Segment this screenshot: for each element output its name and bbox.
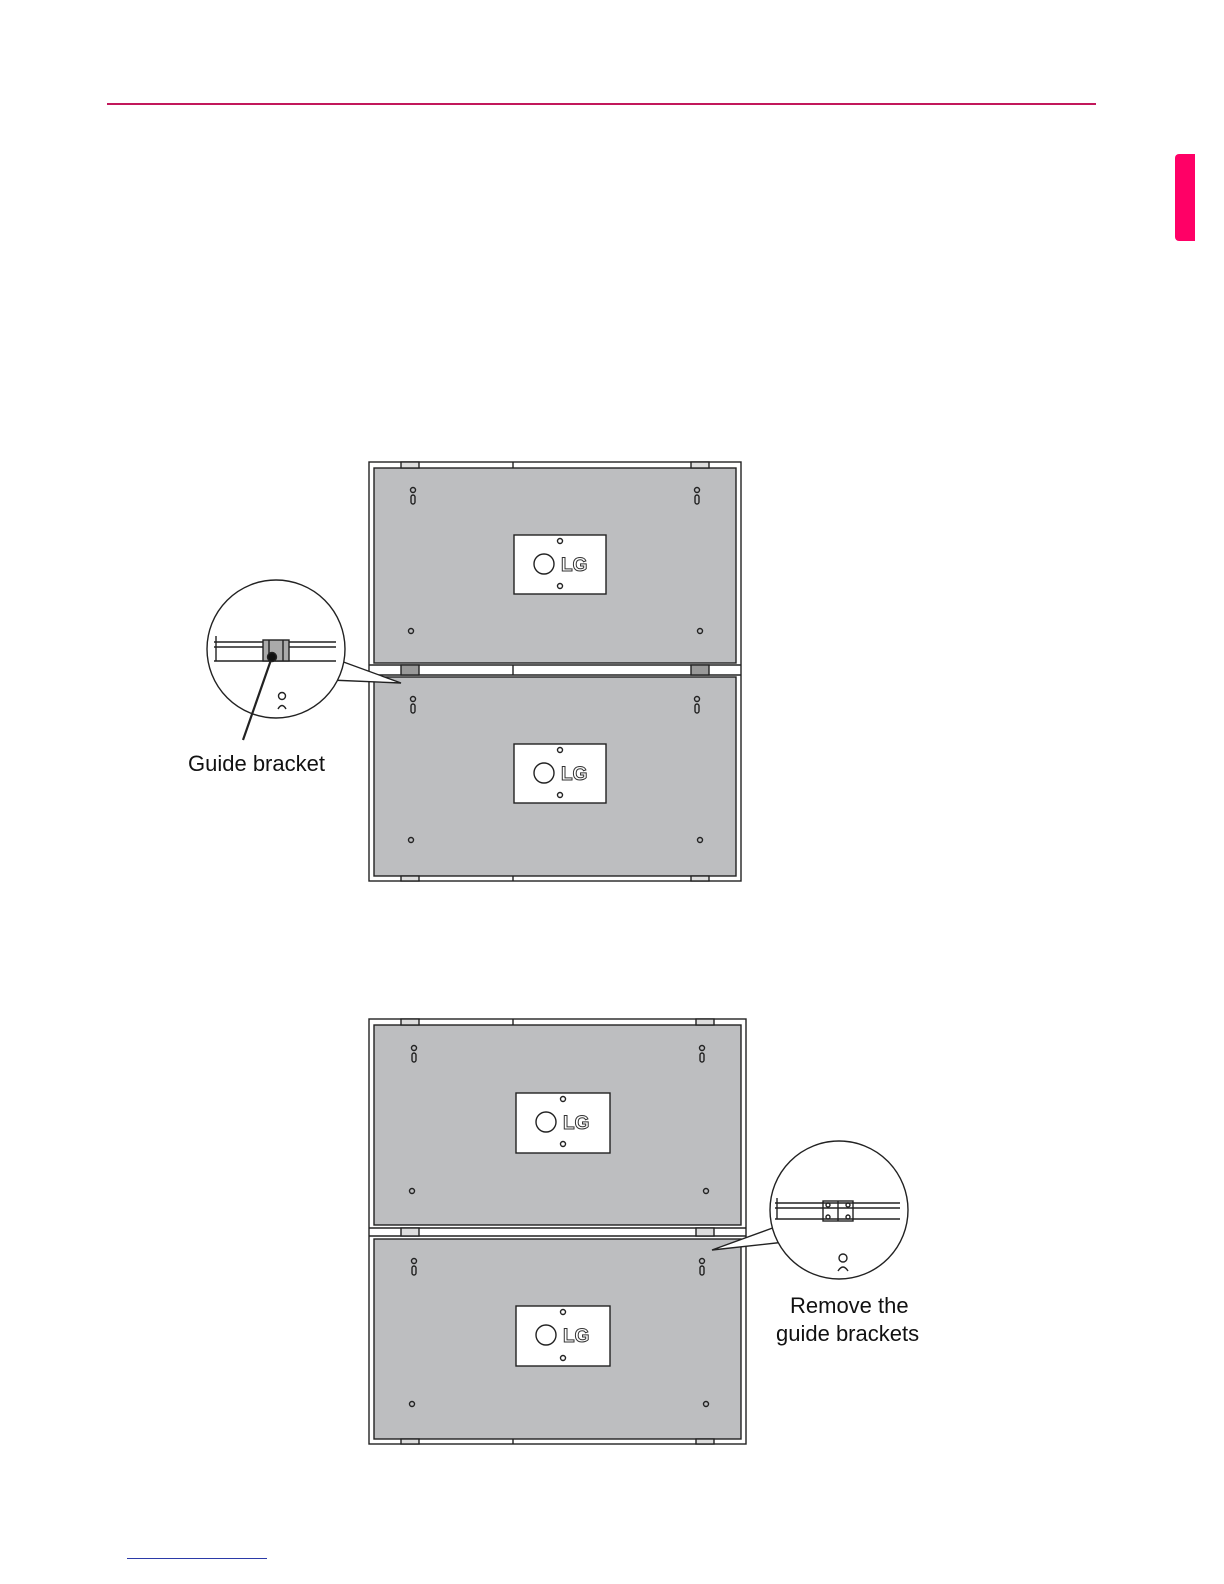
lg-logo-bottom-2: LG xyxy=(563,1326,590,1347)
monitor-stack-bottom xyxy=(369,1019,746,1444)
remove-guide-brackets-label-line2: guide brackets xyxy=(776,1321,920,1346)
lg-logo-top-1: LG xyxy=(561,555,588,576)
lg-logo-bottom-1: LG xyxy=(563,1113,590,1134)
remove-guide-brackets-label-line1: Remove the xyxy=(790,1293,909,1318)
footer-link-underline xyxy=(127,1558,267,1559)
guide-bracket-label: Guide bracket xyxy=(188,751,325,776)
lg-logo-top-2: LG xyxy=(561,764,588,785)
